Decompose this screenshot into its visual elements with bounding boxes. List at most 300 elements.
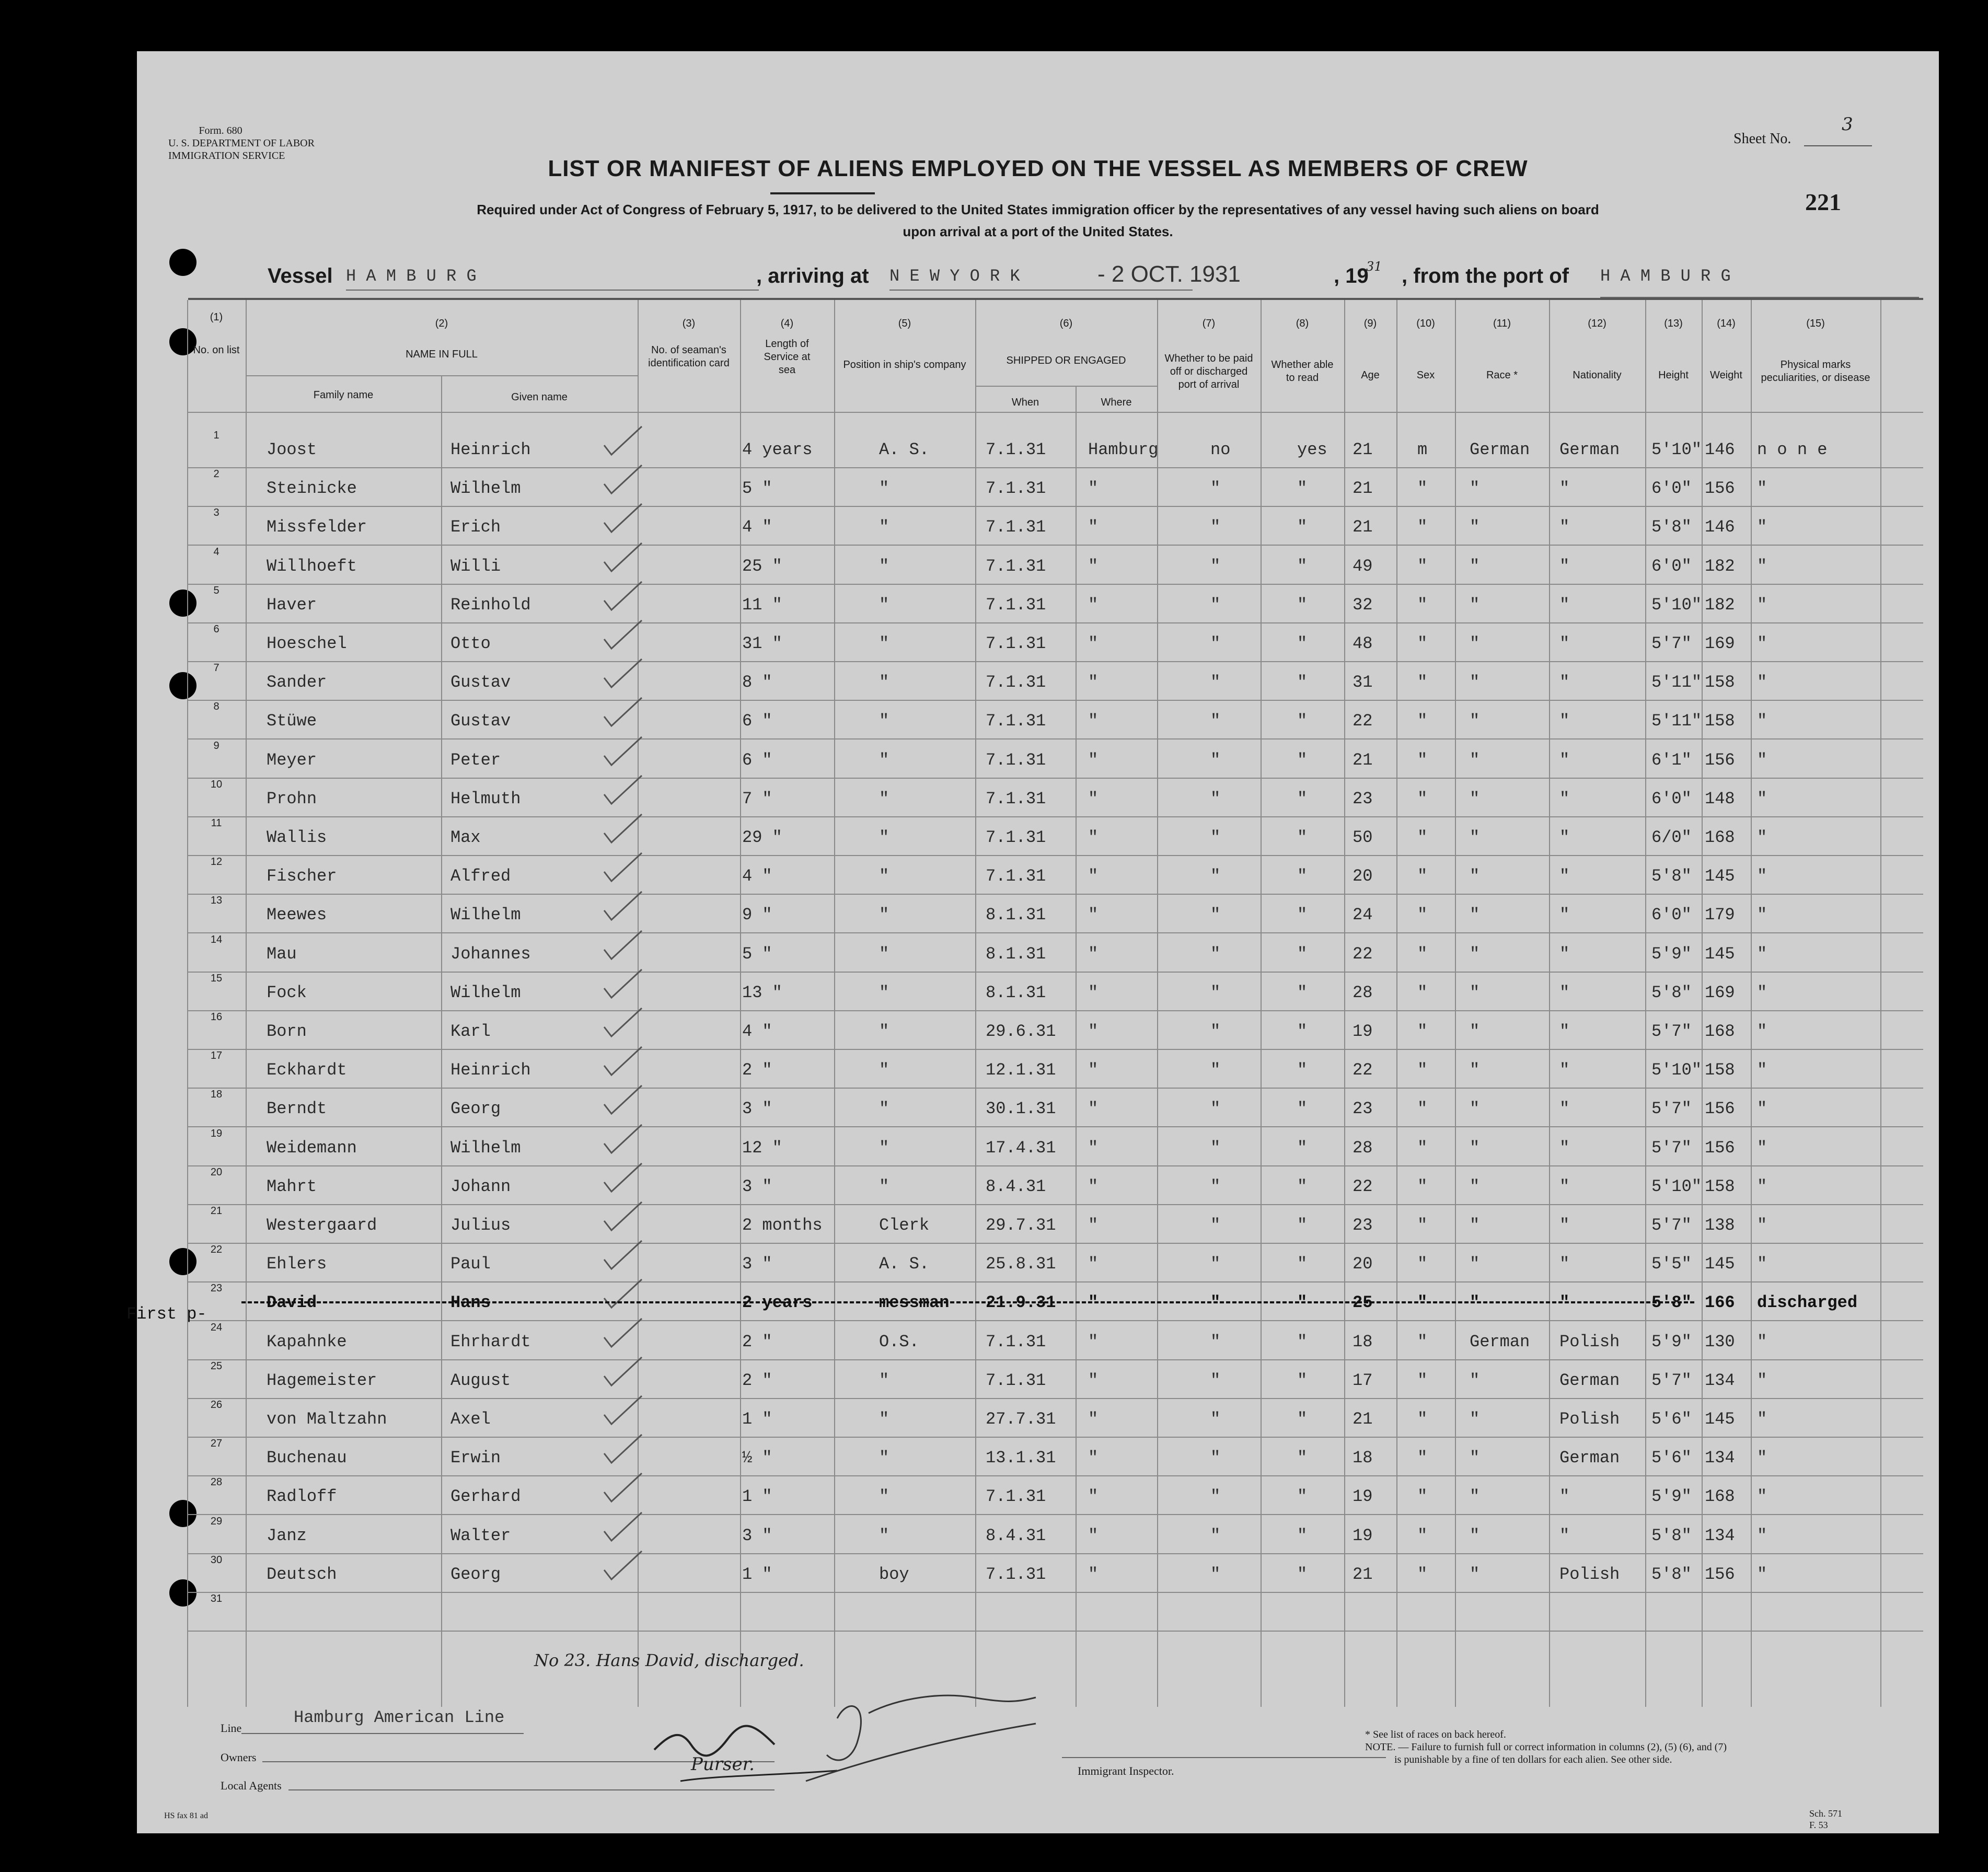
cell-age: 18: [1353, 1448, 1373, 1468]
cell-service: 1 ": [742, 1409, 772, 1429]
cell-height: 5'7": [1651, 1138, 1692, 1158]
cell-where: ": [1088, 750, 1099, 770]
cell-given: Johannes: [450, 944, 531, 964]
vessel-label: Vessel: [268, 264, 333, 287]
cell-family: Ehlers: [267, 1254, 327, 1274]
row-number: 25: [210, 1360, 223, 1372]
cell-service: 1 ": [742, 1487, 772, 1507]
owners-label: Owners: [221, 1751, 257, 1764]
cell-service: 2 months: [742, 1216, 823, 1235]
cell-height: 5'10": [1651, 1060, 1702, 1080]
col-8-number: (8): [1296, 318, 1309, 329]
purser-title: Purser.: [691, 1754, 755, 1775]
fine-note-2: is punishable by a fine of ten dollars for each alien. See other side.: [1394, 1754, 1672, 1765]
cell-given: Max: [450, 828, 481, 847]
cell-family: Berndt: [267, 1099, 327, 1119]
cell-position: ": [879, 789, 889, 808]
cell-when: 29.6.31: [986, 1022, 1056, 1041]
arriving-underline: [889, 290, 1193, 291]
cell-position: ": [879, 828, 889, 847]
cell-position: boy: [879, 1564, 909, 1584]
cell-where: ": [1088, 595, 1099, 615]
check-mark-icon: [602, 1006, 644, 1043]
cell-service: 6 ": [742, 711, 772, 731]
arriving-port: N E W Y O R K: [889, 267, 1020, 286]
cell-age: 48: [1353, 634, 1373, 653]
cell-where: ": [1088, 1022, 1099, 1041]
table-row: [137, 1554, 1939, 1593]
cell-nationality: German: [1559, 1448, 1620, 1468]
check-mark-icon: [602, 735, 644, 771]
cell-read: ": [1297, 1409, 1308, 1429]
cell-race: ": [1470, 1099, 1480, 1119]
check-mark-icon: [602, 1123, 644, 1159]
cell-paid: ": [1210, 828, 1221, 847]
name-header-rule: [246, 375, 638, 376]
cell-where: ": [1088, 1254, 1099, 1274]
subtitle-line-2: upon arrival at a port of the United States.: [903, 224, 1173, 239]
cell-service: 3 ": [742, 1526, 772, 1545]
cell-family: Deutsch: [267, 1564, 337, 1584]
cell-nationality: ": [1559, 595, 1570, 615]
check-mark-icon: [602, 1316, 644, 1353]
row-number: 4: [213, 546, 219, 558]
cell-marks: ": [1757, 905, 1767, 925]
cell-marks: ": [1757, 673, 1767, 692]
sheet-label: Sheet No.: [1733, 131, 1791, 147]
cell-sex: ": [1417, 1370, 1428, 1390]
table-row: [137, 1360, 1939, 1399]
check-mark-icon: [602, 1394, 644, 1430]
cell-family: Janz: [267, 1526, 307, 1545]
cell-family: Wallis: [267, 828, 327, 847]
line-value: Hamburg American Line: [294, 1708, 505, 1727]
cell-read: ": [1297, 1254, 1308, 1274]
row-number: 30: [210, 1554, 223, 1566]
signature-marks: [649, 1677, 1057, 1797]
cell-nationality: German: [1559, 440, 1620, 459]
cell-nationality: German: [1559, 1370, 1620, 1390]
cell-service: 1 ": [742, 1564, 772, 1584]
row-number: 8: [213, 701, 219, 713]
cell-position: ": [879, 479, 889, 499]
cell-marks: ": [1757, 1409, 1767, 1429]
cell-service: 12 ": [742, 1138, 782, 1158]
cell-height: 5'5": [1651, 1254, 1692, 1274]
row-number: 13: [210, 895, 223, 907]
cell-race: ": [1470, 711, 1480, 731]
cell-position: ": [879, 1099, 889, 1119]
cell-race: ": [1470, 1487, 1480, 1507]
cell-read: ": [1297, 944, 1308, 964]
cell-race: ": [1470, 556, 1480, 576]
cell-sex: ": [1417, 1138, 1428, 1158]
cell-sex: ": [1417, 673, 1428, 692]
cell-height: 6'0": [1651, 479, 1692, 499]
service: IMMIGRATION SERVICE: [168, 150, 285, 161]
cell-height: 5'6": [1651, 1409, 1692, 1429]
cell-age: 28: [1353, 983, 1373, 1002]
cell-read: ": [1297, 711, 1308, 731]
margin-note: First p-: [126, 1304, 207, 1324]
cell-where: ": [1088, 1216, 1099, 1235]
cell-given: Walter: [450, 1526, 511, 1545]
check-mark-icon: [602, 696, 644, 732]
row-rule: [188, 1631, 1923, 1632]
cell-sex: ": [1417, 1564, 1428, 1584]
cell-age: 32: [1353, 595, 1373, 615]
cell-weight: 138: [1705, 1216, 1735, 1235]
cell-read: ": [1297, 1332, 1308, 1351]
title-underline: [770, 192, 875, 194]
cell-height: 5'8": [1651, 1293, 1692, 1313]
page-number: 221: [1805, 189, 1841, 215]
cell-nationality: ": [1559, 1138, 1570, 1158]
cell-when: 8.1.31: [986, 905, 1046, 925]
cell-sex: ": [1417, 1293, 1428, 1313]
cell-age: 22: [1353, 711, 1373, 731]
cell-position: ": [879, 905, 889, 925]
row-number: 12: [210, 856, 223, 868]
cell-position: ": [879, 1176, 889, 1196]
cell-family: Buchenau: [267, 1448, 347, 1468]
cell-weight: 158: [1705, 1176, 1735, 1196]
cell-sex: ": [1417, 1099, 1428, 1119]
cell-position: messman: [879, 1293, 950, 1313]
cell-weight: 156: [1705, 479, 1735, 499]
cell-position: ": [879, 711, 889, 731]
cell-read: ": [1297, 905, 1308, 925]
check-mark-icon: [602, 657, 644, 694]
cell-family: Meyer: [267, 750, 317, 770]
cell-when: 7.1.31: [986, 673, 1046, 692]
cell-nationality: ": [1559, 983, 1570, 1002]
cell-race: ": [1470, 634, 1480, 653]
cell-marks: ": [1757, 556, 1767, 576]
cell-paid: ": [1210, 750, 1221, 770]
cell-where: ": [1088, 983, 1099, 1002]
cell-read: ": [1297, 556, 1308, 576]
cell-sex: ": [1417, 1060, 1428, 1080]
cell-weight: 134: [1705, 1526, 1735, 1545]
cell-position: A. S.: [879, 1254, 930, 1274]
cell-race: ": [1470, 905, 1480, 925]
cell-where: ": [1088, 1564, 1099, 1584]
cell-marks: ": [1757, 944, 1767, 964]
check-mark-icon: [602, 580, 644, 616]
cell-nationality: ": [1559, 673, 1570, 692]
cell-given: Peter: [450, 750, 501, 770]
cell-when: 8.4.31: [986, 1176, 1046, 1196]
cell-weight: 134: [1705, 1370, 1735, 1390]
cell-weight: 182: [1705, 595, 1735, 615]
cell-when: 21.9.31: [986, 1293, 1056, 1313]
col-14-number: (14): [1717, 318, 1736, 329]
cell-given: Paul: [450, 1254, 491, 1274]
cell-sex: ": [1417, 828, 1428, 847]
cell-paid: ": [1210, 1526, 1221, 1545]
cell-height: 6'0": [1651, 789, 1692, 808]
table-row: [137, 895, 1939, 933]
cell-position: Clerk: [879, 1216, 930, 1235]
handwritten-note: No 23. Hans David, discharged.: [534, 1650, 804, 1670]
cell-when: 12.1.31: [986, 1060, 1056, 1080]
cell-service: 4 years: [742, 440, 813, 459]
cell-read: ": [1297, 1099, 1308, 1119]
cell-given: Heinrich: [450, 440, 531, 459]
cell-read: ": [1297, 1216, 1308, 1235]
cell-age: 31: [1353, 673, 1373, 692]
cell-paid: ": [1210, 944, 1221, 964]
cell-where: ": [1088, 517, 1099, 537]
sheet-underline: [1804, 145, 1872, 146]
cell-read: ": [1297, 634, 1308, 653]
cell-nationality: ": [1559, 828, 1570, 847]
table-top-rule: [188, 298, 1923, 300]
cell-paid: ": [1210, 711, 1221, 731]
cell-read: ": [1297, 1176, 1308, 1196]
cell-family: Fock: [267, 983, 307, 1002]
cell-service: 7 ": [742, 789, 772, 808]
check-mark-icon: [602, 812, 644, 849]
cell-when: 7.1.31: [986, 440, 1046, 459]
cell-read: ": [1297, 1293, 1308, 1313]
cell-height: 5'7": [1651, 1370, 1692, 1390]
cell-nationality: ": [1559, 750, 1570, 770]
row-number: 26: [210, 1399, 223, 1411]
cell-service: 25 ": [742, 556, 782, 576]
cell-sex: m: [1417, 440, 1428, 459]
cell-given: Gustav: [450, 711, 511, 731]
cell-weight: 156: [1705, 750, 1735, 770]
cell-paid: ": [1210, 673, 1221, 692]
cell-weight: 169: [1705, 634, 1735, 653]
col-13-header: Height: [1658, 369, 1689, 381]
col-9-number: (9): [1363, 318, 1377, 329]
cell-nationality: ": [1559, 1293, 1570, 1313]
form-f-number: F. 53: [1809, 1820, 1828, 1830]
cell-when: 7.1.31: [986, 789, 1046, 808]
cell-weight: 168: [1705, 1022, 1735, 1041]
check-mark-icon: [602, 1510, 644, 1547]
cell-paid: ": [1210, 1099, 1221, 1119]
row-number: 31: [210, 1593, 223, 1604]
check-mark-icon: [602, 1549, 644, 1586]
cell-marks: ": [1757, 595, 1767, 615]
shipped-header-rule: [975, 386, 1157, 387]
arrival-date-stamp: - 2 OCT. 1931: [1097, 261, 1241, 287]
cell-nationality: ": [1559, 1216, 1570, 1235]
row-number: 27: [210, 1438, 223, 1450]
cell-weight: 168: [1705, 1487, 1735, 1507]
cell-service: 4 ": [742, 1022, 772, 1041]
cell-nationality: ": [1559, 1099, 1570, 1119]
cell-nationality: ": [1559, 1526, 1570, 1545]
cell-height: 5'8": [1651, 983, 1692, 1002]
cell-nationality: ": [1559, 944, 1570, 964]
table-row: [137, 468, 1939, 507]
cell-sex: ": [1417, 1448, 1428, 1468]
cell-family: Radloff: [267, 1487, 337, 1507]
cell-marks: ": [1757, 1138, 1767, 1158]
table-row: [137, 817, 1939, 856]
check-mark-icon: [602, 851, 644, 887]
cell-weight: 148: [1705, 789, 1735, 808]
cell-family: Hagemeister: [267, 1370, 377, 1390]
cell-family: Eckhardt: [267, 1060, 347, 1080]
table-row: [137, 1089, 1939, 1127]
table-row: [137, 1593, 1939, 1632]
cell-where: Hamburg: [1088, 440, 1159, 459]
cell-paid: ": [1210, 517, 1221, 537]
cell-family: Missfelder: [267, 517, 367, 537]
cell-weight: 182: [1705, 556, 1735, 576]
col-2b-header: Given name: [511, 391, 568, 403]
cell-when: 7.1.31: [986, 479, 1046, 499]
cell-race: ": [1470, 517, 1480, 537]
col-7-header: Whether to be paid off or discharged port of arrival: [1164, 353, 1253, 390]
cell-where: ": [1088, 1370, 1099, 1390]
cell-age: 49: [1353, 556, 1373, 576]
cell-marks: ": [1757, 866, 1767, 886]
cell-where: ": [1088, 1487, 1099, 1507]
cell-age: 20: [1353, 1254, 1373, 1274]
cell-race: ": [1470, 479, 1480, 499]
cell-service: 8 ": [742, 673, 772, 692]
table-row: [137, 1282, 1939, 1321]
check-mark-icon: [602, 424, 644, 461]
cell-service: 2 ": [742, 1060, 772, 1080]
cell-when: 8.1.31: [986, 983, 1046, 1002]
cell-when: 7.1.31: [986, 634, 1046, 653]
cell-weight: 156: [1705, 1138, 1735, 1158]
cell-marks: ": [1757, 1448, 1767, 1468]
col-15-header: Physical marks peculiarities, or disease: [1761, 359, 1870, 384]
cell-height: 5'10": [1651, 595, 1702, 615]
cell-where: ": [1088, 944, 1099, 964]
cell-where: ": [1088, 828, 1099, 847]
print-code: HS fax 81 ad: [164, 1811, 208, 1820]
cell-read: ": [1297, 866, 1308, 886]
table-row: [137, 585, 1939, 623]
cell-marks: ": [1757, 1099, 1767, 1119]
row-number: 28: [210, 1476, 223, 1488]
cell-height: 5'7": [1651, 1099, 1692, 1119]
cell-when: 7.1.31: [986, 711, 1046, 731]
cell-family: Kapahnke: [267, 1332, 347, 1351]
cell-where: ": [1088, 634, 1099, 653]
cell-service: 3 ": [742, 1099, 772, 1119]
cell-race: ": [1470, 944, 1480, 964]
row-number: 24: [210, 1321, 223, 1333]
table-row: [137, 1399, 1939, 1438]
cell-height: 5'7": [1651, 1216, 1692, 1235]
table-row: [137, 1050, 1939, 1089]
cell-family: Weidemann: [267, 1138, 357, 1158]
form-number: Form. 680: [199, 125, 242, 136]
cell-height: 5'10": [1651, 1176, 1702, 1196]
cell-sex: ": [1417, 1216, 1428, 1235]
cell-read: ": [1297, 789, 1308, 808]
cell-sex: ": [1417, 556, 1428, 576]
cell-sex: ": [1417, 1487, 1428, 1507]
cell-position: O.S.: [879, 1332, 919, 1351]
cell-where: ": [1088, 1448, 1099, 1468]
cell-weight: 158: [1705, 1060, 1735, 1080]
cell-height: 5'8": [1651, 866, 1692, 886]
cell-age: 21: [1353, 479, 1373, 499]
cell-where: ": [1088, 711, 1099, 731]
table-row: [137, 701, 1939, 739]
cell-family: von Maltzahn: [267, 1409, 387, 1429]
cell-where: ": [1088, 866, 1099, 886]
cell-marks: ": [1757, 983, 1767, 1002]
cell-read: ": [1297, 983, 1308, 1002]
cell-age: 28: [1353, 1138, 1373, 1158]
cell-read: ": [1297, 1370, 1308, 1390]
cell-height: 6'0": [1651, 905, 1692, 925]
strike-through-line: [241, 1301, 1694, 1303]
schedule-number: Sch. 571: [1809, 1808, 1842, 1819]
cell-service: 5 ": [742, 944, 772, 964]
cell-marks: ": [1757, 1176, 1767, 1196]
col-9-header: Age: [1361, 369, 1380, 381]
row-number: 1: [213, 430, 219, 441]
cell-nationality: ": [1559, 517, 1570, 537]
check-mark-icon: [602, 1355, 644, 1392]
cell-when: 8.4.31: [986, 1526, 1046, 1545]
cell-family: Willhoeft: [267, 556, 357, 576]
arriving-label: , arriving at: [756, 264, 869, 287]
cell-service: 29 ": [742, 828, 782, 847]
cell-height: 5'9": [1651, 1487, 1692, 1507]
row-number: 6: [213, 623, 219, 635]
col-13-number: (13): [1664, 318, 1683, 329]
cell-race: ": [1470, 750, 1480, 770]
cell-position: ": [879, 944, 889, 964]
cell-marks: ": [1757, 1216, 1767, 1235]
inspector-label: Immigrant Inspector.: [1078, 1764, 1174, 1777]
cell-when: 25.8.31: [986, 1254, 1056, 1274]
col-3-number: (3): [682, 318, 696, 329]
cell-marks: ": [1757, 479, 1767, 499]
table-row: [137, 856, 1939, 895]
manifest-sheet: [126, 51, 1939, 1833]
cell-nationality: ": [1559, 634, 1570, 653]
col-5-number: (5): [898, 318, 911, 329]
cell-family: Meewes: [267, 905, 327, 925]
cell-service: 2 ": [742, 1370, 772, 1390]
col-10-header: Sex: [1416, 369, 1435, 381]
cell-marks: ": [1757, 750, 1767, 770]
cell-position: A. S.: [879, 440, 930, 459]
col-6b-header: Where: [1101, 397, 1132, 408]
cell-paid: ": [1210, 1022, 1221, 1041]
cell-race: ": [1470, 1138, 1480, 1158]
cell-paid: ": [1210, 1370, 1221, 1390]
col-2-number: (2): [435, 318, 448, 329]
cell-nationality: Polish: [1559, 1564, 1620, 1584]
col-1-header: No. on list: [193, 344, 240, 356]
cell-height: 5'6": [1651, 1448, 1692, 1468]
cell-height: 5'7": [1651, 634, 1692, 653]
cell-service: 2 ": [742, 1332, 772, 1351]
punch-hole: [169, 249, 197, 276]
page-title: LIST OR MANIFEST OF ALIENS EMPLOYED ON THE VESSEL AS MEMBERS OF CREW: [548, 156, 1528, 181]
cell-where: ": [1088, 1409, 1099, 1429]
cell-paid: ": [1210, 1176, 1221, 1196]
table-row: [137, 1244, 1939, 1282]
